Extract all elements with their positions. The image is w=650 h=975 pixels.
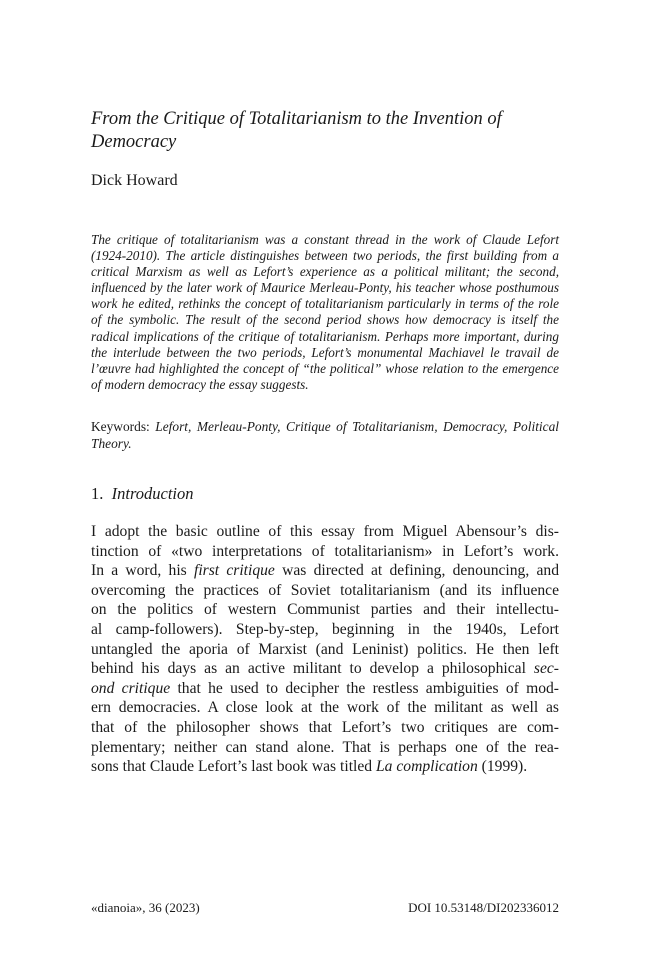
article-abstract: The critique of totalitarianism was a constant thread in the work of Claude Lefort (1924-2010). The article distinguishes between two periods, the first building from a critical Marxism as well as Lefort’s experience as a political militant; the second, influenced by the later work of Maurice Merleau-Ponty, his teacher whose posthumous work he edited, rethinks the concept of totalitarianism particularly in terms of the role of the symbolic. The result of the second period shows how democracy is itself the radical implications of the critique of totalitarianism. Perhaps more important, during the interlude between the two periods, Lefort’s monumental Machiavel le travail de l’œuvre had highlighted the concept of “the political” whose relation to the emergence of modern democracy the essay suggests.	[91, 232, 559, 392]
body-line: behind his days as an active militant to develop a philosophical sec-	[91, 660, 559, 678]
section-title: Introduction	[111, 484, 194, 503]
footer-journal: «dianoia», 36 (2023)	[91, 900, 200, 915]
keywords-label: Keywords:	[91, 419, 150, 434]
keywords-list: Lefort, Merleau-Ponty, Critique of Totalitarianism, Democracy, Political Theory.	[91, 419, 559, 451]
footer-doi: DOI 10.53148/DI202336012	[408, 900, 559, 915]
body-line: untangled the aporia of Marxist (and Leninist) politics. He then left	[91, 640, 559, 658]
article-author: Dick Howard	[91, 172, 178, 189]
body-line: al camp-followers). Step-by-step, beginning in the 1940s, Lefort	[91, 620, 559, 638]
body-line: tinction of «two interpretations of totalitarianism» in Lefort’s work.	[91, 542, 559, 560]
body-line: ern democracies. A close look at the work of the militant as well as	[91, 699, 559, 717]
body-line: sons that Claude Lefort’s last book was titled La complication (1999).	[91, 758, 528, 776]
body-line: that of the philosopher shows that Lefort’s two critiques are com-	[91, 718, 559, 736]
emphasis-second-critique: sec-	[533, 660, 559, 678]
keywords	[91, 418, 559, 452]
section-heading	[91, 484, 194, 504]
emphasis-book-title: La complication	[375, 758, 478, 776]
body-line: overcoming the practices of Soviet totalitarianism (and its influence	[91, 581, 559, 599]
body-line: plementary; neither can stand alone. That is perhaps one of the rea-	[91, 738, 559, 756]
emphasis-first-critique: first critique	[193, 562, 275, 580]
body-line: ond critique that he used to decipher the restless ambiguities of mod-	[91, 679, 559, 697]
body-line: In a word, his first critique was directed at defining, denouncing, and	[91, 562, 559, 580]
section-number: 1.	[91, 484, 104, 503]
body-line: I adopt the basic outline of this essay from Miguel Abensour’s dis-	[91, 523, 559, 540]
body-paragraph	[91, 522, 559, 777]
article-title: From the Critique of Totalitarianism to the Invention of Democracy	[91, 109, 502, 152]
emphasis-second-critique-cont: ond critique	[91, 679, 171, 697]
body-line: on the politics of western Communist parties and their intellectu-	[91, 601, 559, 619]
